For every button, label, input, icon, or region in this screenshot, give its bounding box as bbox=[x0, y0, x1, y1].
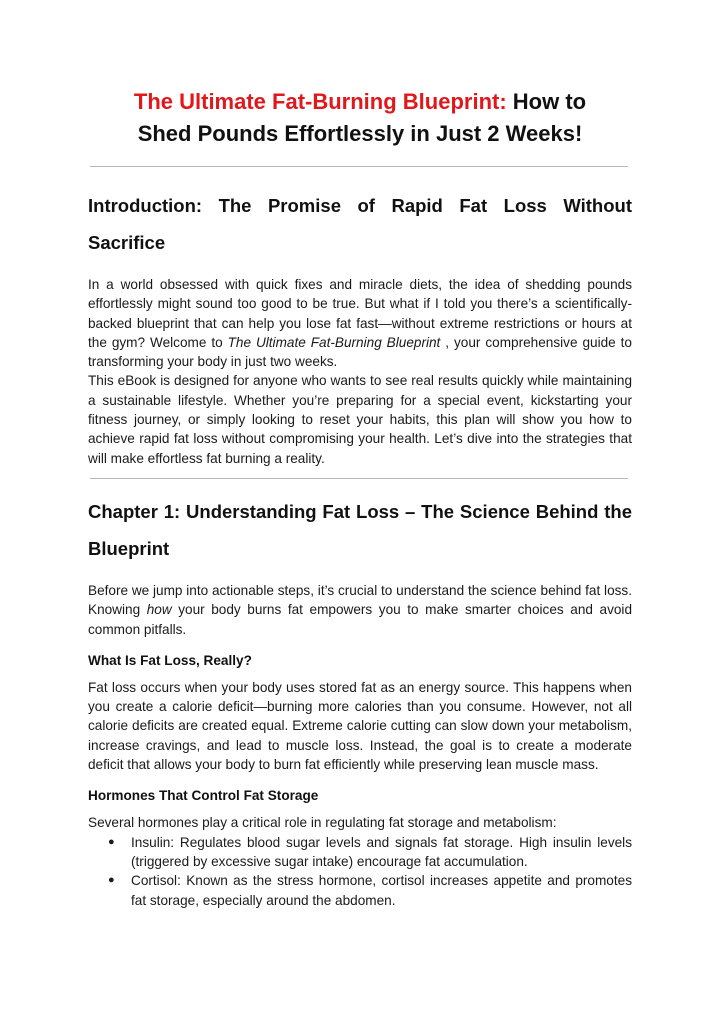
intro-paragraph-1 bbox=[88, 275, 632, 371]
title-highlight: The Ultimate Fat-Burning Blueprint: bbox=[133, 89, 507, 114]
chapter1-p1-emphasis: how bbox=[146, 602, 172, 618]
subheading-hormones: Hormones That Control Fat Storage bbox=[88, 788, 319, 804]
title-line2: Shed Pounds Effortlessly in Just 2 Weeks! bbox=[137, 121, 583, 146]
hormone-list bbox=[88, 833, 632, 910]
intro-p1-text: In a world obsessed with quick fixes and miracle diets, the idea of shedding pounds effortlessly might sound too good to be true. But what if I told you there’s a scientifically-backed blueprint that can help you lose fat fast—without extreme restrictions or hours at the gym? Welcome to bbox=[88, 277, 632, 350]
divider-top bbox=[90, 166, 628, 167]
intro-p1-text-end: , your comprehensive guide to transforming your body in just two weeks. bbox=[88, 334, 632, 370]
bullet-icon: ● bbox=[108, 874, 115, 887]
paragraph-what-is-fat-loss: Fat loss occurs when your body uses stored fat as an energy source. This happens when you create a calorie deficit—burning more calories than you consume. However, not all calorie deficits are created equal. Extreme calorie cutting can slow down your metabolism, increase cravings, and lead to muscle loss. Instead, the goal is to create a moderate deficit that allows your body to burn fat efficiently while preserving lean muscle mass. bbox=[88, 679, 632, 773]
list-item-text: Insulin: Regulates blood sugar levels and signals fat storage. High insulin levels (triggered by excessive sugar intake) encourage fat accumulation. bbox=[131, 834, 632, 869]
list-item bbox=[108, 833, 632, 872]
chapter1-heading: Chapter 1: Understanding Fat Loss – The Science Behind the Blueprint bbox=[88, 500, 632, 559]
intro-paragraph-2: This eBook is designed for anyone who wants to see real results quickly while maintaining a sustainable lifestyle. Whether you’re preparing for a special event, kickstarting your fitness journey, or simply looking to reset your habits, this plan will show you how to achieve rapid fat loss without compromising your health. Let’s dive into the strategies that will make effortless fat burning a reality. bbox=[88, 373, 632, 466]
list-item bbox=[108, 871, 632, 910]
paragraph-hormones: Several hormones play a critical role in regulating fat storage and metabolism: bbox=[88, 815, 557, 831]
intro-p1-book-title: The Ultimate Fat-Burning Blueprint bbox=[227, 334, 441, 350]
bullet-icon: ● bbox=[108, 835, 115, 848]
chapter1-p1-text-end: your body burns fat empowers you to make smarter choices and avoid common pitfalls. bbox=[88, 602, 633, 637]
chapter1-paragraph-1 bbox=[88, 581, 632, 639]
document-title bbox=[88, 86, 632, 150]
title-rest-line1: How to bbox=[506, 89, 587, 114]
subheading-what-is-fat-loss: What Is Fat Loss, Really? bbox=[88, 652, 252, 668]
divider-middle bbox=[90, 478, 628, 479]
intro-heading: Introduction: The Promise of Rapid Fat Loss Without Sacrifice bbox=[88, 195, 632, 253]
list-item-text: Cortisol: Known as the stress hormone, cortisol increases appetite and promotes fat storage, especially around the abdomen. bbox=[131, 873, 632, 908]
chapter1-p1-text: Before we jump into actionable steps, it’s crucial to understand the science behind fat loss. Knowing bbox=[88, 582, 632, 618]
